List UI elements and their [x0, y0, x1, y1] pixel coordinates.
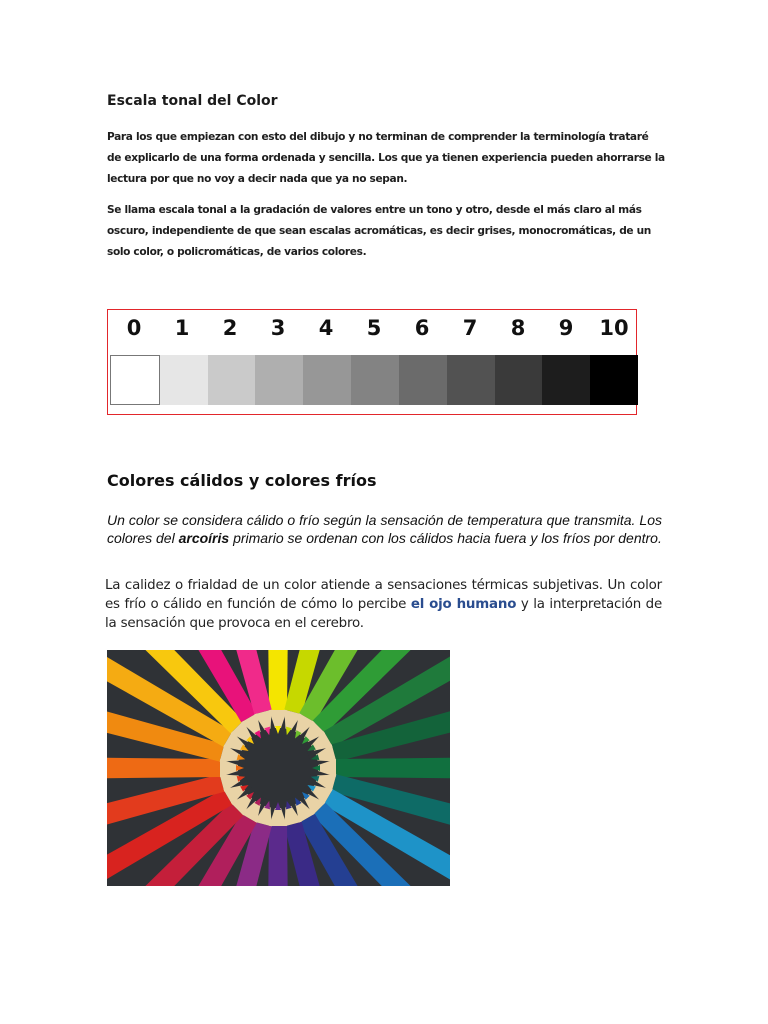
intro-line: de explicarlo de una forma ordenada y sencilla. Los que ya tienen experiencia pueden ahorrarse la: [107, 152, 665, 164]
tonal-swatch-2: [208, 355, 256, 405]
tonal-swatch-1: [160, 355, 208, 405]
tonal-swatch-7: [447, 355, 495, 405]
pencil-body: [336, 757, 450, 779]
ojo-humano-link[interactable]: el ojo humano: [410, 597, 517, 612]
tonal-scale-swatches: [110, 355, 638, 405]
tonal-swatch-4: [303, 355, 351, 405]
definition-paragraph: [107, 200, 667, 263]
tonal-label-4: 4: [318, 316, 334, 340]
tonal-label-9: 9: [558, 316, 574, 340]
tonal-scale-labels: [108, 316, 636, 350]
tonal-label-0: 0: [126, 316, 142, 340]
tonal-label-6: 6: [414, 316, 430, 340]
intro-line: Para los que empiezan con esto del dibujo y no terminan de comprender la terminología trataré: [107, 131, 649, 143]
body-text-start: La calidez o frialdad de un color atiende a sensaciones térmicas subjetivas. Un color es frío o cálido en función de cómo lo percibe: [105, 578, 662, 612]
tonal-scale-figure: [107, 309, 637, 415]
tonal-label-7: 7: [462, 316, 478, 340]
wheel-center: [245, 735, 311, 801]
tonal-swatch-5: [351, 355, 399, 405]
body-text-end: y la interpretación de la sensación que provoca en el cerebro.: [105, 597, 662, 631]
italic-paragraph: [107, 511, 662, 547]
tonal-label-1: 1: [174, 316, 190, 340]
colored-pencils-photo: [107, 650, 450, 886]
italic-text-start: Un color se considera cálido o frío según la sensación de temperatura que transmita. Los colores del: [107, 512, 662, 546]
tonal-label-10: 10: [599, 316, 629, 340]
definition-line: solo color, o policromáticas, de varios colores.: [107, 246, 367, 258]
section-title-colores: Colores cálidos y colores fríos: [107, 471, 377, 490]
body-paragraph: [105, 576, 662, 633]
italic-text-end: primario se ordenan con los cálidos hacia fuera y los fríos por dentro.: [229, 530, 662, 546]
tonal-label-5: 5: [366, 316, 382, 340]
definition-line: Se llama escala tonal a la gradación de valores entre un tono y otro, desde el más claro al más: [107, 204, 642, 216]
tonal-swatch-10: [590, 355, 638, 405]
section-title-escala-tonal: Escala tonal del Color: [107, 93, 278, 109]
tonal-swatch-0: [110, 355, 160, 405]
pencil-body: [267, 650, 289, 710]
tonal-label-8: 8: [510, 316, 526, 340]
definition-line: oscuro, independiente de que sean escalas acromáticas, es decir grises, monocromáticas, de un: [107, 225, 651, 237]
intro-paragraph: [107, 127, 667, 190]
tonal-label-3: 3: [270, 316, 286, 340]
tonal-swatch-8: [495, 355, 543, 405]
intro-line: lectura por que no voy a decir nada que ya no sepan.: [107, 173, 408, 185]
pencil-body: [267, 826, 289, 886]
tonal-swatch-9: [542, 355, 590, 405]
tonal-label-2: 2: [222, 316, 238, 340]
tonal-swatch-6: [399, 355, 447, 405]
arcoiris-word: arcoíris: [178, 530, 230, 546]
tonal-swatch-3: [255, 355, 303, 405]
pencil-wheel-illustration: [107, 650, 450, 886]
pencil-body: [107, 757, 220, 779]
